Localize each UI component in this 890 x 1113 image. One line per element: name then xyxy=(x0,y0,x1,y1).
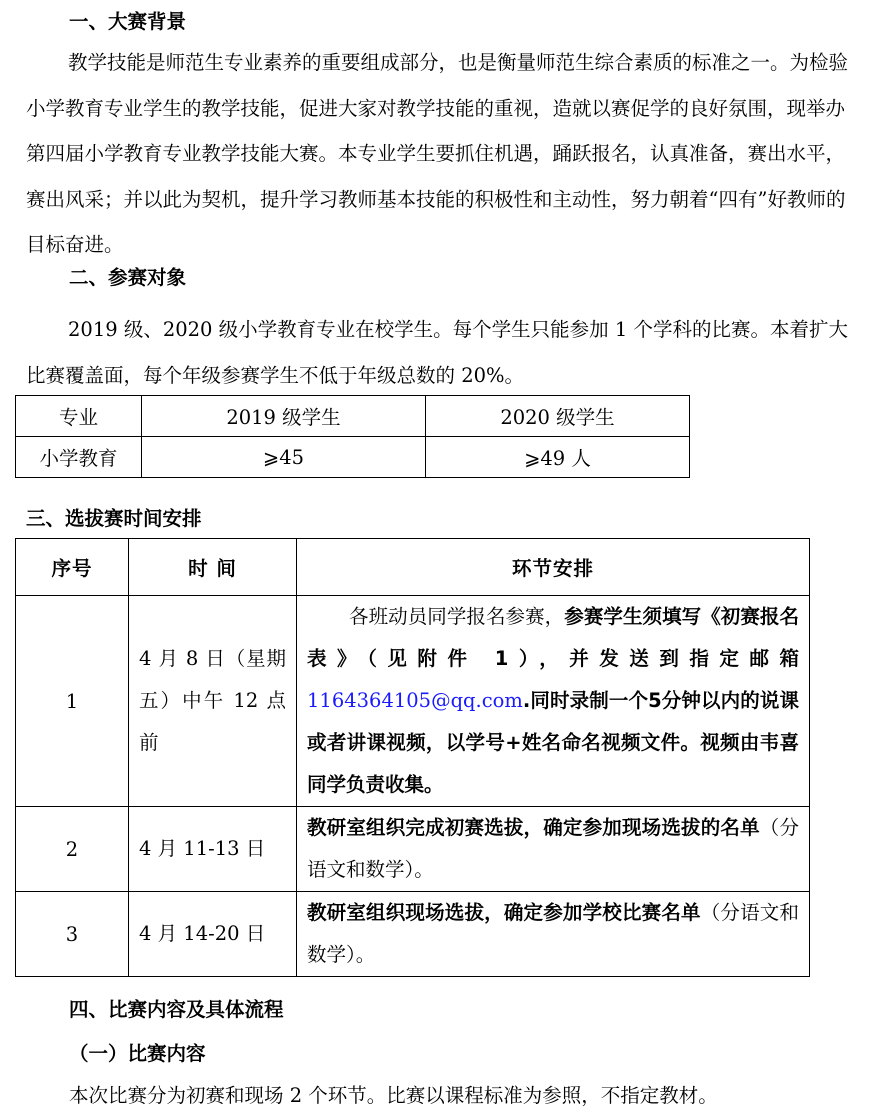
row2-arr-normal: （分语文和数学）。 xyxy=(307,816,799,881)
row1-time: 4 月 8 日（星期五）中午 12 点前 xyxy=(129,596,297,807)
cell-major: 小学教育 xyxy=(16,437,142,478)
row1-number: 1 xyxy=(16,596,129,807)
header-grade-2020: 2020 级学生 xyxy=(426,396,690,437)
table-row xyxy=(16,807,810,892)
row1-arrangement xyxy=(297,596,810,807)
table-row xyxy=(16,892,810,977)
contact-email: 1164364105@qq.com xyxy=(307,689,523,712)
row2-time: 4 月 11-13 日 xyxy=(129,807,297,892)
header-time: 时 间 xyxy=(129,539,297,596)
quota-table xyxy=(15,395,690,478)
content-paragraph: 本次比赛分为初赛和现场 2 个环节。比赛以课程标准为参照，不指定教材。 xyxy=(69,1084,718,1107)
table-row xyxy=(16,396,690,437)
header-number: 序号 xyxy=(16,539,129,596)
row3-arrangement xyxy=(297,892,810,977)
row3-number: 3 xyxy=(16,892,129,977)
row3-time: 4 月 14-20 日 xyxy=(129,892,297,977)
header-grade-2019: 2019 级学生 xyxy=(142,396,426,437)
section-heading-background: 一、大赛背景 xyxy=(69,10,187,33)
section-heading-schedule: 三、选拔赛时间安排 xyxy=(26,507,202,530)
table-row xyxy=(16,596,810,807)
row3-arr-bold: 教研室组织现场选拔，确定参加学校比赛名单 xyxy=(307,901,701,924)
header-arrangement: 环节安排 xyxy=(297,539,810,596)
row2-number: 2 xyxy=(16,807,129,892)
background-paragraph: 教学技能是师范生专业素养的重要组成部分，也是衡量师范生综合素质的标准之一。为检验小学教育专业学生的教学技能，促进大家对教学技能的重视，造就以赛促学的良好氛围，现举办第四届小学教育专业教学技能大赛。本专业学生要抓住机遇，踊跃报名，认真准备，赛出水平，赛出风采；并以此为契机，提升学习教师基本技能的积极性和主动性，努力朝着“四有”好教师的目标奋进。 xyxy=(26,51,849,256)
schedule-table xyxy=(15,538,810,977)
cell-quota-2020: ⩾49 人 xyxy=(426,437,690,478)
table-row xyxy=(16,437,690,478)
section-heading-content: 四、比赛内容及具体流程 xyxy=(69,998,284,1021)
row1-arr-bold1: 参赛学生须填写《初赛报名表》（见附件 1），并发送到指定邮箱 xyxy=(307,605,799,670)
section-heading-participants: 二、参赛对象 xyxy=(69,266,187,289)
row2-arr-bold: 教研室组织完成初赛选拔，确定参加现场选拔的名单 xyxy=(307,816,760,839)
header-major: 专业 xyxy=(16,396,142,437)
row1-arr-text: 各班动员同学报名参赛， xyxy=(349,605,565,628)
cell-quota-2019: ⩾45 xyxy=(142,437,426,478)
row2-arrangement xyxy=(297,807,810,892)
row1-arr-bold2: .同时录制一个5分钟以内的说课或者讲课视频，以学号+姓名命名视频文件。视频由韦喜同学负责收集。 xyxy=(307,689,799,796)
subheading-content: （一）比赛内容 xyxy=(69,1042,206,1065)
table-row xyxy=(16,539,810,596)
row3-arr-normal: （分语文和数学）。 xyxy=(307,901,799,966)
participants-paragraph: 2019 级、2020 级小学教育专业在校学生。每个学生只能参加 1 个学科的比赛。本着扩大比赛覆盖面，每个年级参赛学生不低于年级总数的 20%。 xyxy=(26,318,848,387)
